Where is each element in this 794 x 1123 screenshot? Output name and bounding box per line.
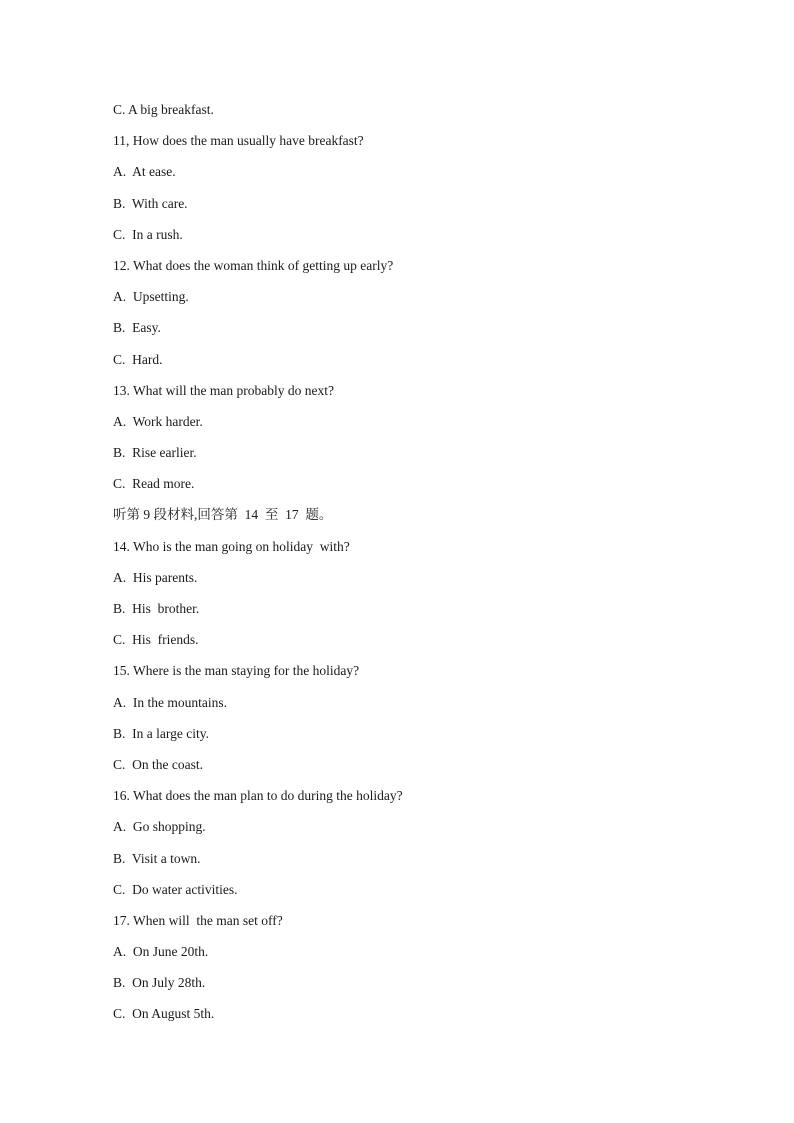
option-line: A. Go shopping. [113,819,206,835]
option-line: B. Easy. [113,320,161,336]
question-line: 11, How does the man usually have breakfast? [113,133,364,149]
option-line: C. A big breakfast. [113,102,214,117]
option-line: B. On July 28th. [113,975,206,991]
option-line: A. Work harder. [113,413,203,429]
option-line: C. On August 5th. [113,1006,215,1022]
option-line: B. His brother. [113,601,200,616]
option-line: B. In a large city. [113,725,209,741]
question-line: 15. Where is the man staying for the holiday? [113,663,360,679]
question-line: 13. What will the man probably do next? [113,382,334,398]
option-line: C. Hard. [113,351,163,367]
option-line: C. Read more. [113,476,195,492]
option-line: A. Upsetting. [113,289,189,305]
option-line: A. In the mountains. [113,694,227,710]
option-line: B. Rise earlier. [113,445,197,461]
option-line: C. Do water activities. [113,881,238,897]
option-line: C. On the coast. [113,756,203,772]
question-line: 12. What does the woman think of getting up early? [113,257,394,273]
option-line: A. At ease. [113,164,176,180]
question-line: 14. Who is the man going on holiday with? [113,538,350,554]
option-line: C. His friends. [113,632,199,648]
option-line: C. In a rush. [113,226,183,242]
option-line: B. Visit a town. [113,850,201,866]
option-line: A. On June 20th. [113,944,209,960]
question-line: 16. What does the man plan to do during the holiday? [113,788,403,804]
option-line: B. With care. [113,195,188,211]
question-list [113,100,713,1036]
option-line: A. His parents. [113,569,198,585]
section-instruction: 听第 9 段材料,回答第 14 至 17 题。 [113,507,333,523]
question-line: 17. When will the man set off? [113,912,283,928]
